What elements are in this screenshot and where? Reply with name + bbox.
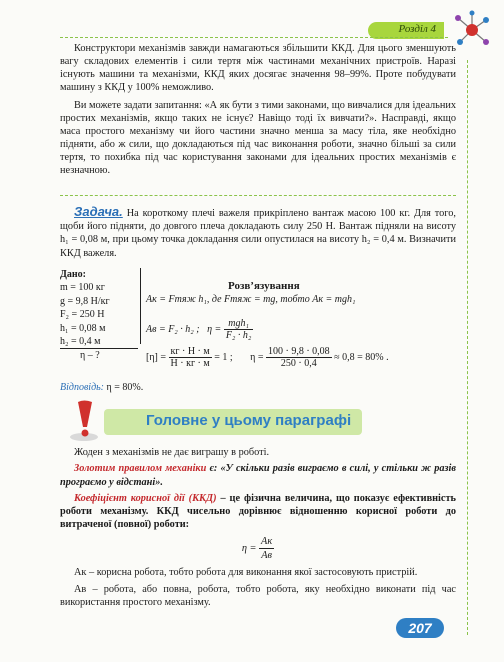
section-divider <box>60 195 456 196</box>
page-number: 207 <box>408 620 432 636</box>
calc-fraction <box>266 346 332 369</box>
paragraph-2: Ви можете задати запитання: «А як бути з тими законами, що вивчалися для ідеальних простих механізмів, якщо таких не існує? Навіщо тоді їх вивчати?». Насправді, якщо маса простого механізму чи його частини значно менша за масу тіла, яке необхідно підняти, або ж сили, що докладаються під час виконання роботи, значно більші за сили тертя, то похибка під час користування законами для ідеальних простих механізмів є незначною. <box>60 100 456 177</box>
units-denominator: Н · кг · м <box>170 358 210 369</box>
solution-line-1: Aк = Fтяж h₁, де Fтяж = mg, тобто Aк = mgh₁ <box>146 294 356 305</box>
given-title: Дано: <box>60 269 86 280</box>
task-text: На короткому плечі важеля прикріплено вантаж масою 100 кг. Для того, щоби його підняти, до довгого плеча докладають силу 250 Н. Вантаж підняли на висоту h₁ = 0,08 м, при цьому точка докладання сили опустилася на висоту h₂ = 0,4 м. Визначити ККД важеля. <box>60 208 456 259</box>
calc-denominator: 250 · 0,4 <box>280 358 317 369</box>
golden-rule-text: є: «У скільки разів виграємо в силі, у стільки ж разів програємо у відстані». <box>60 463 456 488</box>
summary-banner <box>104 409 362 435</box>
summary-p5: Aв – робота, або повна, робота, тобто роботa, яку необхідно виконати під час використання простого механізму. <box>60 583 456 608</box>
solution-title: Розв’язування <box>228 280 300 292</box>
answer-value: η = 80%. <box>104 382 144 393</box>
golden-rule-term: Золотим правилом механіки <box>74 463 207 475</box>
spent-work-symbol: Aв <box>261 550 272 562</box>
work-spent-formula: Aв = F₂ · h₂ ; <box>146 323 200 335</box>
units-fraction <box>169 346 212 369</box>
summary-p4: Aк – корисна робота, тобто робота для виконання якої застосовують пристрій. <box>74 567 418 579</box>
header-divider <box>60 37 448 38</box>
margin-line <box>467 60 468 635</box>
given-row: m = 100 кг <box>60 282 105 294</box>
efficiency-fraction <box>224 318 254 341</box>
calc-result: ≈ 0,8 = 80% . <box>334 351 389 363</box>
summary-banner-title: Головне у цьому параграфі <box>146 412 352 429</box>
given-row: F₂ = 250 Н <box>60 309 105 321</box>
summary-p1: Жоден з механізмів не дає виграшу в роботі. <box>74 447 270 458</box>
solution-line-3: [η] = $\frac{кг \cdot Н \cdot м}{Н \cdot кг \cdot м}$ = 1 ; η = $\frac{100 \cdot 9,8 \cdot 0,08}{250 \cdot 0,4}$ ≈ 0,8 = 80% . <box>146 346 389 369</box>
molecule-icon <box>452 10 492 50</box>
useful-work-symbol: Aк <box>259 535 274 549</box>
task-block <box>60 205 456 260</box>
efficiency-denominator: F₂ · h₂ <box>225 330 252 341</box>
units-result: = 1 ; <box>214 351 233 363</box>
efficiency-numerator: mgh₁ <box>224 318 254 330</box>
given-block <box>60 268 138 363</box>
given-separator <box>140 268 141 344</box>
efficiency-definition: – це фізична величина, що показує ефективність роботи механізму. ККД чисельно дорівнює відношенню корисної роботи до витраченої (повної) роботи: <box>60 492 456 531</box>
task-label: Задача. <box>74 204 123 219</box>
summary-p2 <box>60 462 456 489</box>
solution-line-2: Aв = F₂ · h₂ ; η = $\frac{\text{mgh₁}}{\text{F₂ · h₂}}$ <box>146 318 252 341</box>
efficiency-formula-fraction <box>259 535 274 563</box>
paragraph-1: Конструктори механізмів завжди намагаються збільшити ККД. Для цього зменшують вагу складових елементів і сили тертя між частинами механічних пристроїв. Наразі існують машини та механізми, ККД яких досягає значення 98–99%. Проте побудувати машину з ККД у 100% неможливо. <box>60 43 456 94</box>
answer-label: Відповідь: <box>60 382 105 393</box>
calc-numerator: 100 · 9,8 · 0,08 <box>268 346 330 357</box>
section-label: Розділ 4 <box>398 23 436 35</box>
summary-block <box>60 446 456 612</box>
answer-line <box>60 382 143 393</box>
summary-p3 <box>60 492 456 532</box>
page-number-badge <box>396 618 444 638</box>
given-unknown: η – ? <box>80 350 100 362</box>
given-row: g = 9,8 Н/кг <box>60 295 110 307</box>
efficiency-formula: η = $\frac{Aк}{Aв}$ <box>241 535 273 562</box>
given-row: h₁ = 0,08 м <box>60 322 106 334</box>
given-row: h₂ = 0,4 м <box>60 335 138 349</box>
efficiency-term: Коефіцієнт корисної дії (ККД) <box>74 492 217 504</box>
units-numerator: кг · Н · м <box>170 346 210 357</box>
exclamation-icon <box>66 399 106 443</box>
